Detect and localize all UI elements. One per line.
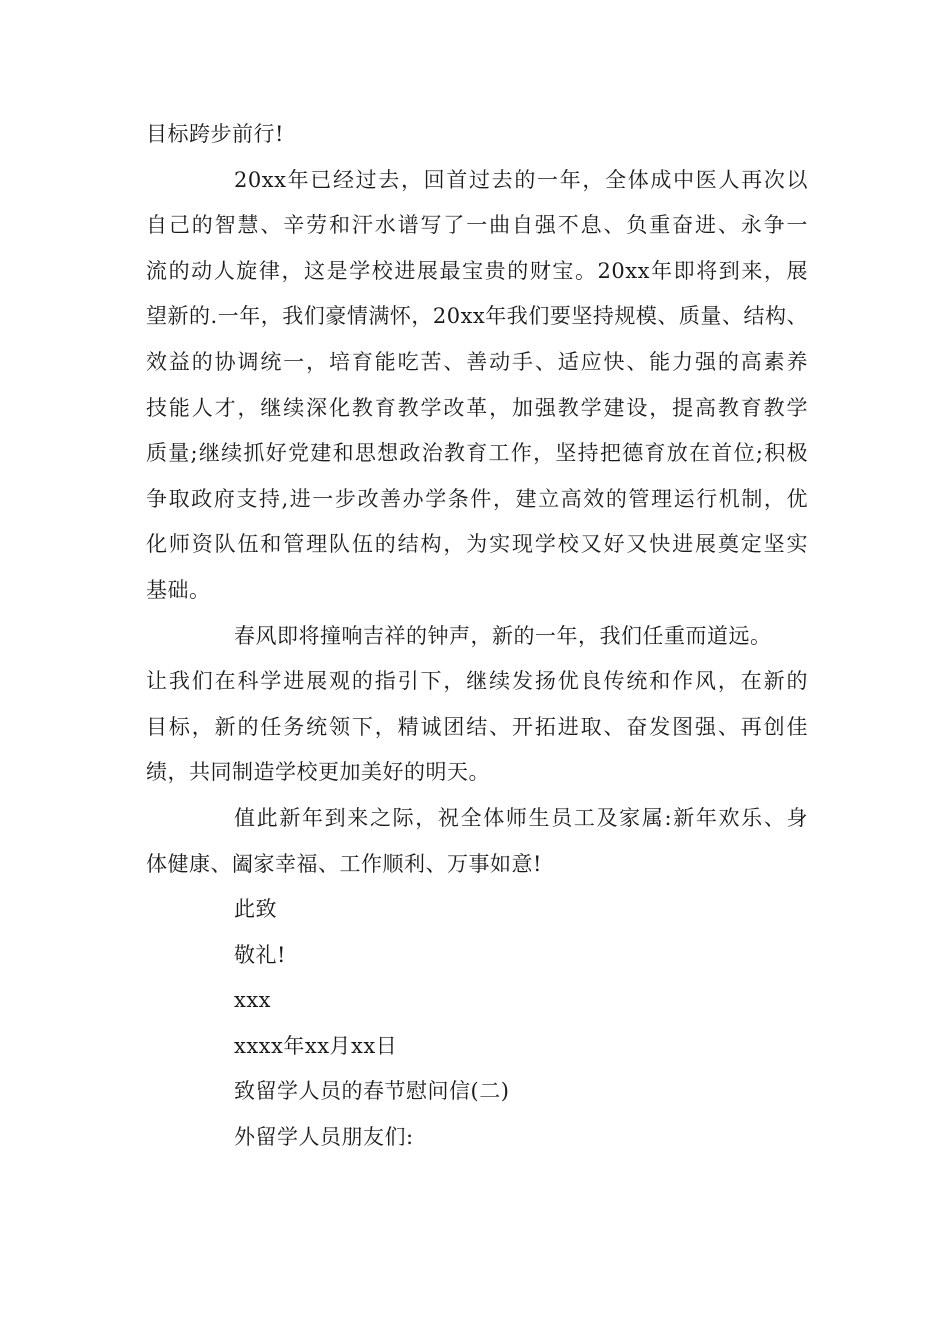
- text-line: 目标跨步前行!: [146, 122, 284, 146]
- text-line: 效益的协调统一，培育能吃苦、善动手、适应快、能力强的高素养: [146, 349, 808, 374]
- text-line: 质量;继续抓好党建和思想政治教育工作，坚持把德育放在首位;积极: [146, 441, 808, 466]
- text-line: 外留学人员朋友们:: [234, 1125, 414, 1150]
- text-line: 目标，新的任务统领下，精诚团结、开拓进取、奋发图强、再创佳: [146, 714, 808, 739]
- text-line: 体健康、阖家幸福、工作顺利、万事如意!: [146, 851, 542, 876]
- text-line: 20xx年已经过去，回首过去的一年，全体成中医人再次以: [234, 167, 808, 192]
- text-line: 敬礼!: [234, 942, 286, 967]
- text-line: 值此新年到来之际，祝全体师生员工及家属:新年欢乐、身: [234, 805, 808, 830]
- document-page: [146, 112, 808, 1161]
- text-line: xxx: [234, 988, 272, 1013]
- text-line: 自己的智慧、辛劳和汗水谱写了一曲自强不息、负重奋进、永争一: [146, 213, 808, 238]
- text-line: 春风即将撞响吉祥的钟声，新的一年，我们任重而道远。: [234, 623, 772, 648]
- text-line: 此致: [234, 897, 277, 922]
- text-line: 化师资队伍和管理队伍的结构，为实现学校又好又快进展奠定坚实: [146, 532, 808, 557]
- text-line: 技能人才，继续深化教育教学改革，加强教学建设，提高教育教学: [146, 395, 808, 420]
- text-line: 望新的.一年，我们豪情满怀，20xx年我们要坚持规模、质量、结构、: [146, 304, 808, 329]
- text-line: 绩，共同制造学校更加美好的明天。: [146, 760, 490, 785]
- text-line: 基础。: [146, 577, 211, 602]
- text-line: 让我们在科学进展观的指引下，继续发扬优良传统和作风，在新的: [146, 669, 808, 694]
- text-line: 致留学人员的春节慰问信(二): [234, 1079, 510, 1104]
- text-line: 流的动人旋律，这是学校进展最宝贵的财宝。20xx年即将到来，展: [146, 258, 808, 283]
- text-line: xxxx年xx月xx日: [234, 1033, 398, 1058]
- text-line: 争取政府支持,进一步改善办学条件，建立高效的管理运行机制，优: [146, 486, 808, 511]
